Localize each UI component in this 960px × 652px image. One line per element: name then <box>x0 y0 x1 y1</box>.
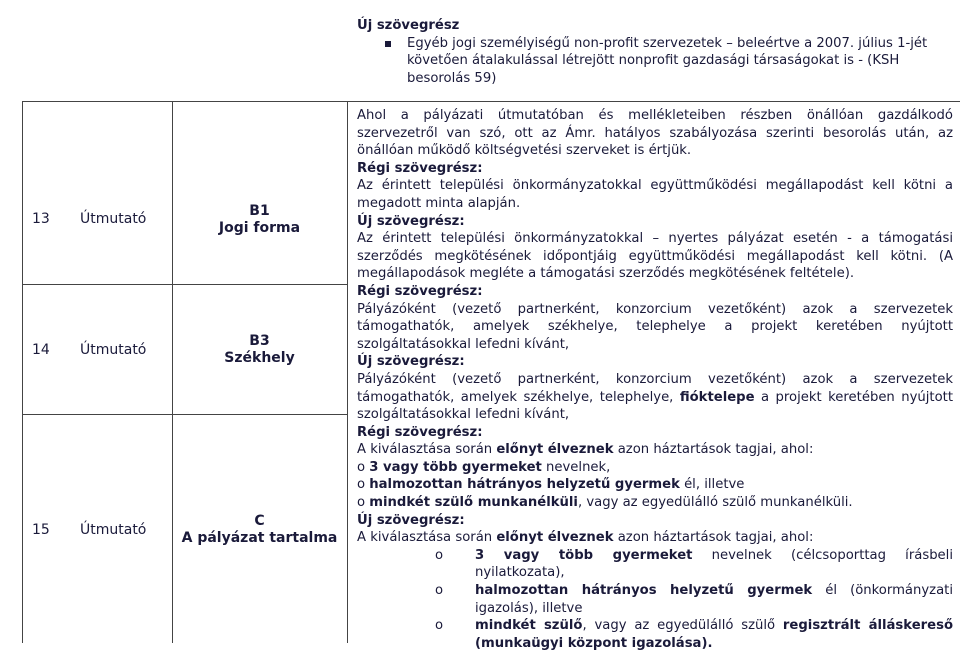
row-divider-1 <box>22 284 348 285</box>
section-heading: Régi szövegrész: <box>357 283 483 299</box>
paragraph <box>357 371 953 424</box>
row-label: Útmutató <box>80 211 147 227</box>
table-border-left <box>22 101 23 643</box>
list-item <box>357 476 953 494</box>
paragraph <box>357 441 953 459</box>
bold-span: előnyt élveznek <box>496 442 614 458</box>
bold-span: mindkét szülő munkanélküli <box>369 495 578 511</box>
section-heading: Új szövegrész: <box>357 512 465 528</box>
row-code <box>172 513 347 547</box>
bold-span: fióktelepe <box>679 389 755 405</box>
list-item <box>357 494 953 512</box>
table-divider-1 <box>172 101 173 643</box>
text-span: nevelnek, <box>541 459 611 475</box>
text-span: o <box>357 477 370 493</box>
code-title: Jogi forma <box>218 220 301 236</box>
row-label: Útmutató <box>80 522 147 538</box>
bold-span: halmozottan hátrányos helyzetű gyermek <box>475 583 813 599</box>
row-label: Útmutató <box>80 342 147 358</box>
bold-span: regisztrált álláskereső (munkaügyi központ igazolása). <box>475 618 953 651</box>
bold-span: 3 vagy több gyermeket <box>475 547 693 563</box>
list-item <box>357 459 953 477</box>
text-span: , vagy az egyedülálló szülő <box>582 618 783 634</box>
text-span: a projekt keretében nyújtott szolgáltatásokkal lefedni kívánt, <box>357 389 954 423</box>
text-span: , vagy az egyedülálló szülő munkanélküli. <box>577 495 853 511</box>
table-border-top <box>22 101 960 102</box>
section-heading: Régi szövegrész: <box>357 160 483 176</box>
bullet-glyph: o <box>435 547 444 563</box>
code-id: C <box>254 513 265 529</box>
bold-span: előnyt élveznek <box>496 530 614 546</box>
code-id: B1 <box>249 203 270 219</box>
paragraph: Az érintett települési önkormányzatokkal – nyertes pályázat esetén - a támogatási szerződés megkötésének időpontjáig együttműködési megállapodást kell kötni. (A megállapodások megléte a támogatási szerződés megkötésének feltétele). <box>357 231 953 282</box>
section-heading: Régi szövegrész: <box>357 424 483 440</box>
top-heading: Új szövegrész <box>357 18 460 33</box>
paragraph <box>357 529 953 547</box>
text-span: él (önkormányzati igazolás), illetve <box>475 583 953 616</box>
text-span: A kiválasztása során <box>357 442 497 458</box>
section-heading: Új szövegrész: <box>357 213 465 229</box>
paragraph: Pályázóként (vezető partnerként, konzorcium vezetőként) azok a szervezetek támogathatók, amelyek székhelye, telephelye a projekt keretében nyújtott szolgáltatásokkal lefedni kívánt, <box>357 301 953 352</box>
row-number: 13 <box>32 211 50 227</box>
bold-span: mindkét szülő <box>475 618 583 634</box>
text-span: Pályázóként (vezető partnerként, konzorcium vezetőként) azok a szervezetek támogathatók, amelyek székhelye, telephelye, <box>357 371 953 405</box>
bold-span: halmozottan hátrányos helyzetű gyermek <box>369 477 680 493</box>
text-span: azon háztartások tagjai, ahol: <box>613 442 814 458</box>
text-span: o <box>357 459 370 475</box>
code-id: B3 <box>249 333 270 349</box>
table-divider-2 <box>347 101 348 643</box>
text-span: azon háztartások tagjai, ahol: <box>613 530 814 546</box>
row-code <box>172 333 347 367</box>
top-section <box>357 17 953 87</box>
bold-span: 3 vagy több gyermeket <box>369 459 542 475</box>
top-bullet-list <box>357 35 953 88</box>
row-divider-2 <box>22 414 348 415</box>
text-span: o <box>357 495 370 511</box>
text-span: A kiválasztása során <box>357 530 497 546</box>
text-span: nevelnek (célcsoporttag írásbeli nyilatkozata), <box>475 547 954 581</box>
content-column <box>357 107 953 652</box>
paragraph: Az érintett települési önkormányzatokkal együttműködési megállapodást kell kötni a megadott minta alapján. <box>357 178 953 211</box>
list-item <box>357 582 953 617</box>
top-bullet-item: Egyéb jogi személyiségű non-profit szervezetek – beleértve a 2007. július 1-jét követően átalakulással létrejött nonprofit gazdasági társaságokat is - (KSH besorolás 59) <box>407 35 953 88</box>
list-item <box>357 617 953 652</box>
bullet-glyph: o <box>435 583 444 599</box>
list-item <box>357 547 953 582</box>
bullet-glyph: o <box>435 618 444 634</box>
row-code <box>172 203 347 237</box>
text-span: él, illetve <box>679 477 745 493</box>
row-number: 14 <box>32 342 50 358</box>
section-heading: Új szövegrész: <box>357 354 465 370</box>
code-title: Székhely <box>224 350 295 366</box>
paragraph: Ahol a pályázati útmutatóban és mellékleteiben részben önállóan gazdálkodó szervezetről van szó, ott az Ámr. hatályos szabályozása szerinti besorolás után, az önállóan működő költségvetési szerveket is értjük. <box>357 108 953 159</box>
row-number: 15 <box>32 522 50 538</box>
code-title: A pályázat tartalma <box>181 530 338 546</box>
